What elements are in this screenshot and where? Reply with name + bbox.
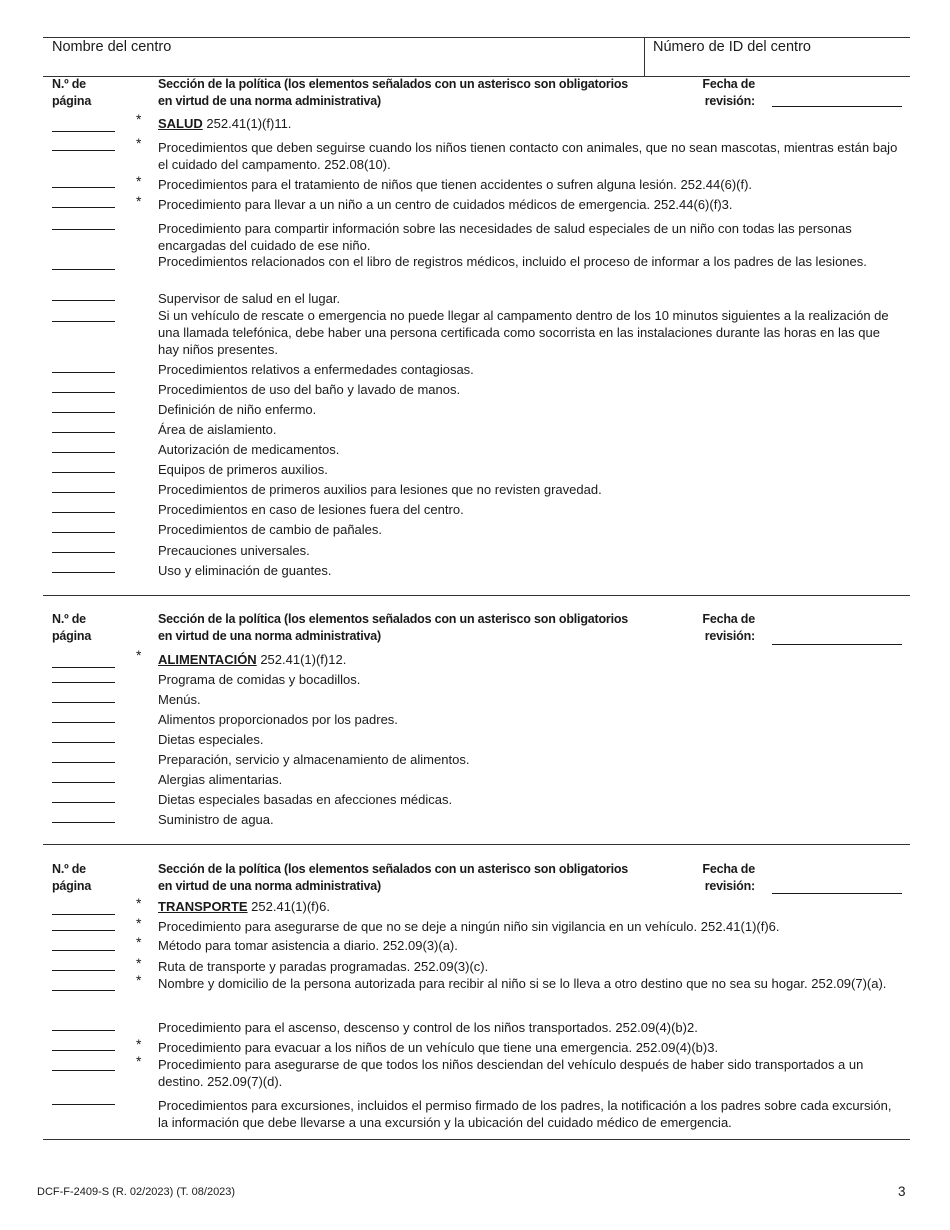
policy-text: Supervisor de salud en el lugar. <box>158 291 341 306</box>
policy-text: Uso y eliminación de guantes. <box>158 563 332 578</box>
policy-text: Procedimiento para el ascenso, descenso y control de los niños transportados. 252.09(4)(b)2. <box>158 1020 698 1035</box>
policy-text: Procedimientos relativos a enfermedades contagiosas. <box>158 362 474 377</box>
section-title-ref: 252.41(1)(f)6. <box>247 899 330 914</box>
policy-header-line2: en virtud de una norma administrativa) <box>158 629 382 643</box>
policy-text: Procedimientos en caso de lesiones fuera del centro. <box>158 502 464 517</box>
policy-text: Método para tomar asistencia a diario. 252.09(3)(a). <box>158 938 458 953</box>
revision-date-field[interactable] <box>772 893 902 894</box>
policy-text: Ruta de transporte y paradas programadas. 252.09(3)(c). <box>158 959 489 974</box>
required-asterisk: * <box>136 173 142 189</box>
required-asterisk: * <box>136 895 142 911</box>
page-number-field[interactable] <box>52 682 115 683</box>
policy-header-line1: Sección de la política (los elementos señalados con un asterisco son obligatorios <box>158 862 629 876</box>
center-name-label: Nombre del centro <box>52 39 172 55</box>
page-number-field[interactable] <box>52 187 115 188</box>
page-number-field[interactable] <box>52 229 115 230</box>
date-header-line2: revisión: <box>704 94 755 108</box>
page-header-line1: N.º de <box>52 77 86 91</box>
page-number-field[interactable] <box>52 552 115 553</box>
page-number-field[interactable] <box>52 782 115 783</box>
policy-text: Suministro de agua. <box>158 812 274 827</box>
policy-text: Definición de niño enfermo. <box>158 402 317 417</box>
page-number-header <box>52 611 91 645</box>
page-number-field[interactable] <box>52 822 115 823</box>
page-number-field[interactable] <box>52 150 115 151</box>
section-title: SALUD <box>158 116 203 131</box>
policy-text: Dietas especiales. <box>158 732 264 747</box>
page-number-field[interactable] <box>52 432 115 433</box>
policy-text: Programa de comidas y bocadillos. <box>158 672 361 687</box>
page-number-field[interactable] <box>52 990 115 991</box>
page-number-field[interactable] <box>52 702 115 703</box>
page-number-field[interactable] <box>52 572 115 573</box>
page-number-field[interactable] <box>52 532 115 533</box>
policy-text: Procedimiento para evacuar a los niños de un vehículo que tiene una emergencia. 252.09(4)(b)3. <box>158 1040 719 1055</box>
date-header-line2: revisión: <box>704 879 755 893</box>
policy-text: Si un vehículo de rescate o emergencia no puede llegar al campamento dentro de los 10 minutos siguientes a la realización de una llamada telefónica, debe haber una persona certificada como socorrista en las instalaciones durante las horas en las que hay niños presentes. <box>158 308 889 357</box>
page-number-field[interactable] <box>52 1050 115 1051</box>
page-header-line1: N.º de <box>52 862 86 876</box>
policy-text: Procedimientos para el tratamiento de niños que tienen accidentes o sufren alguna lesión. 252.44(6)(f). <box>158 177 753 192</box>
page-number-field[interactable] <box>52 269 115 270</box>
page-number-field[interactable] <box>52 412 115 413</box>
required-asterisk: * <box>136 972 142 988</box>
page-number-field[interactable] <box>52 1030 115 1031</box>
food-section <box>43 611 910 846</box>
center-id-label: Número de ID del centro <box>653 39 811 55</box>
required-asterisk: * <box>136 111 142 127</box>
required-asterisk: * <box>136 1053 142 1069</box>
policy-text: Área de aislamiento. <box>158 422 277 437</box>
page-header-line2: página <box>52 94 92 108</box>
page-number-field[interactable] <box>52 492 115 493</box>
policy-text <box>158 898 903 915</box>
policy-text: Nombre y domicilio de la persona autorizada para recibir al niño si se lo lleva a otro destino que no sea su hogar. 252.09(7)(a). <box>158 976 887 991</box>
policy-section-header <box>158 76 628 110</box>
page-number-field[interactable] <box>52 131 115 132</box>
policy-text <box>158 115 903 132</box>
date-header-line1: Fecha de <box>702 77 755 91</box>
page-number-field[interactable] <box>52 472 115 473</box>
section-title: ALIMENTACIÓN <box>158 652 257 667</box>
policy-text: Equipos de primeros auxilios. <box>158 462 328 477</box>
page-number-field[interactable] <box>52 452 115 453</box>
policy-text <box>158 651 903 668</box>
policy-header-line1: Sección de la política (los elementos señalados con un asterisco son obligatorios <box>158 77 629 91</box>
section-title: TRANSPORTE <box>158 899 248 914</box>
policy-text: Dietas especiales basadas en afecciones médicas. <box>158 792 453 807</box>
page-header-line2: página <box>52 629 92 643</box>
page-number-field[interactable] <box>52 742 115 743</box>
policy-text: Procedimientos de cambio de pañales. <box>158 522 383 537</box>
page-number-field[interactable] <box>52 1070 115 1071</box>
center-info-table <box>43 37 910 77</box>
page-number-field[interactable] <box>52 914 115 915</box>
revision-date-header <box>663 611 755 645</box>
policy-text: Menús. <box>158 692 201 707</box>
date-header-line2: revisión: <box>704 629 755 643</box>
policy-text: Preparación, servicio y almacenamiento de alimentos. <box>158 752 470 767</box>
page-number-field[interactable] <box>52 512 115 513</box>
policy-text: Precauciones universales. <box>158 543 310 558</box>
page-number-field[interactable] <box>52 722 115 723</box>
required-asterisk: * <box>136 1036 142 1052</box>
policy-text: Alimentos proporcionados por los padres. <box>158 712 398 727</box>
page-number: 3 <box>898 1184 906 1199</box>
form-id: DCF-F-2409-S (R. 02/2023) (T. 08/2023) <box>37 1186 236 1198</box>
policy-text: Procedimiento para asegurarse de que todos los niños desciendan del vehículo después de haber sido transportados a un destino. 252.09(7)(d). <box>158 1057 864 1089</box>
page-number-header <box>52 861 91 895</box>
policy-text: Procedimientos relacionados con el libro de registros médicos, incluido el proceso de informar a los padres de las lesiones. <box>158 254 867 269</box>
section-divider <box>43 844 910 845</box>
required-asterisk: * <box>136 135 142 151</box>
policy-section-header <box>158 861 628 895</box>
page-number-field[interactable] <box>52 321 115 322</box>
policy-text: Procedimientos que deben seguirse cuando los niños tienen contacto con animales, que no sean mascotas, mientras están bajo el cuidado del campamento. 252.08(10). <box>158 140 898 172</box>
required-asterisk: * <box>136 915 142 931</box>
page-number-field[interactable] <box>52 930 115 931</box>
page-number-field[interactable] <box>52 300 115 301</box>
page-number-field[interactable] <box>52 667 115 668</box>
page-header-line2: página <box>52 879 92 893</box>
page-number-field[interactable] <box>52 392 115 393</box>
required-asterisk: * <box>136 193 142 209</box>
policy-text: Alergias alimentarias. <box>158 772 283 787</box>
policy-text: Autorización de medicamentos. <box>158 442 340 457</box>
page-header-line1: N.º de <box>52 612 86 626</box>
section-divider <box>43 595 910 596</box>
page-number-field[interactable] <box>52 372 115 373</box>
transport-section <box>43 861 910 1142</box>
page-number-field[interactable] <box>52 207 115 208</box>
revision-date-field[interactable] <box>772 644 902 645</box>
policy-header-line2: en virtud de una norma administrativa) <box>158 94 382 108</box>
page-number-field[interactable] <box>52 950 115 951</box>
required-asterisk: * <box>136 934 142 950</box>
page-number-field[interactable] <box>52 1104 115 1105</box>
policy-text: Procedimiento para asegurarse de que no se deje a ningún niño sin vigilancia en un vehículo. 252.41(1)(f)6. <box>158 919 780 934</box>
policy-header-line1: Sección de la política (los elementos señalados con un asterisco son obligatorios <box>158 612 629 626</box>
revision-date-header <box>663 76 755 110</box>
required-asterisk: * <box>136 955 142 971</box>
policy-text: Procedimientos de primeros auxilios para lesiones que no revisten gravedad. <box>158 482 602 497</box>
policy-section-header <box>158 611 628 645</box>
section-title-ref: 252.41(1)(f)12. <box>256 652 347 667</box>
page-number-field[interactable] <box>52 970 115 971</box>
section-title-ref: 252.41(1)(f)11. <box>202 116 292 131</box>
revision-date-field[interactable] <box>772 106 902 107</box>
date-header-line1: Fecha de <box>702 862 755 876</box>
policy-text: Procedimientos para excursiones, incluidos el permiso firmado de los padres, la notificación a los padres sobre cada excursión, la información que debe llevarse a una excursión y la ubicación del cuidado médico de emergencia. <box>158 1098 892 1130</box>
header-divider <box>644 38 645 76</box>
page-number-field[interactable] <box>52 802 115 803</box>
revision-date-header <box>663 861 755 895</box>
date-header-line1: Fecha de <box>702 612 755 626</box>
policy-text: Procedimientos de uso del baño y lavado de manos. <box>158 382 461 397</box>
policy-text: Procedimiento para llevar a un niño a un centro de cuidados médicos de emergencia. 252.44(6)(f)3. <box>158 197 733 212</box>
required-asterisk: * <box>136 647 142 663</box>
section-divider <box>43 1139 910 1140</box>
page-number-header <box>52 76 91 110</box>
policy-text: Procedimiento para compartir información sobre las necesidades de salud especiales de un niño con todas las personas encargadas del cuidado de ese niño. <box>158 221 852 253</box>
health-section <box>43 75 910 596</box>
page-number-field[interactable] <box>52 762 115 763</box>
policy-header-line2: en virtud de una norma administrativa) <box>158 879 382 893</box>
